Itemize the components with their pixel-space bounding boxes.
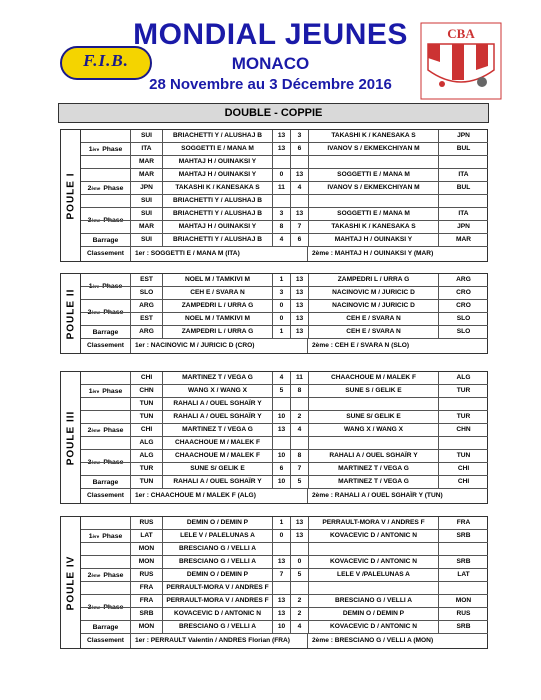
event-dates: 28 Novembre au 3 Décembre 2016 xyxy=(149,76,392,93)
table-row xyxy=(81,517,488,530)
opponent-name: NACINOVIC M / JURICIC D xyxy=(309,300,439,312)
team-name: CHAACHOUE M / MALEK F xyxy=(163,437,273,449)
country-code: LAT xyxy=(131,530,163,542)
table-row xyxy=(81,130,488,143)
opponent-country xyxy=(439,582,488,594)
table-row xyxy=(81,326,488,339)
score: 13 xyxy=(273,556,291,568)
team-name: SOGGETTI E / MANA M xyxy=(163,143,273,155)
score: 13 xyxy=(291,530,309,542)
table-row xyxy=(81,169,488,182)
country-code: SUI xyxy=(131,234,163,246)
country-code: FRA xyxy=(131,595,163,607)
second-place: 2ème : RAHALI A / OUEL SGHAÏR Y (TUN) xyxy=(307,489,487,503)
table-row xyxy=(81,608,488,621)
barrage-label: Barrage xyxy=(81,234,131,247)
poule-name: POULE III xyxy=(65,410,76,465)
poule-label xyxy=(61,517,81,648)
country-code: MON xyxy=(131,621,163,633)
opponent-country: SRB xyxy=(456,532,471,539)
classement-row xyxy=(81,489,488,503)
poule-table xyxy=(60,516,488,649)
table-row xyxy=(81,569,488,582)
country-code: SUI xyxy=(131,208,163,220)
phase-label: 1 ère Phase xyxy=(81,274,131,300)
phase-label: 2 ème Phase xyxy=(81,169,131,208)
opponent-country: JPN xyxy=(457,223,470,230)
opponent-name: CEH E / SVARA N xyxy=(309,313,439,325)
score xyxy=(291,195,309,207)
score xyxy=(291,582,309,594)
country-code: CHN xyxy=(131,385,163,397)
country-code: ALG xyxy=(131,450,163,462)
table-row xyxy=(81,313,488,326)
country-code: MAR xyxy=(131,221,163,233)
team-name: LELE V / PALELUNAS A xyxy=(163,530,273,542)
classement-row xyxy=(81,247,488,261)
phase-label: 2 ème Phase xyxy=(81,300,131,326)
team-name: MARTINEZ T / VEGA G xyxy=(163,424,273,436)
poule-name: POULE IV xyxy=(65,555,76,610)
score: 0 xyxy=(291,556,309,568)
opponent-country: SRB xyxy=(456,623,471,630)
score: 3 xyxy=(273,287,291,299)
opponent-name: SOGGETTI E / MANA M xyxy=(309,208,439,220)
opponent-name: BRESCIANO G / VELLI A xyxy=(309,595,439,607)
opponent-country xyxy=(439,156,488,168)
score: 11 xyxy=(291,372,309,384)
score: 0 xyxy=(273,300,291,312)
first-place: 1er : CHAACHOUE M / MALEK F (ALG) xyxy=(135,492,256,499)
opponent-name: CEH E / SVARA N xyxy=(309,326,439,338)
table-row xyxy=(81,195,488,208)
country-code: MAR xyxy=(131,169,163,181)
barrage-label: Barrage xyxy=(81,326,131,339)
opponent-country: LAT xyxy=(457,571,470,578)
team-name: BRESCIANO G / VELLI A xyxy=(163,543,273,555)
team-name: NOEL M / TAMKIVI M xyxy=(163,274,273,286)
score xyxy=(273,156,291,168)
team-name: DEMIN O / DEMIN P xyxy=(163,517,273,529)
opponent-name: TAKASHI K / KANESAKA S xyxy=(309,130,439,142)
table-row xyxy=(81,385,488,398)
score xyxy=(273,582,291,594)
score xyxy=(273,437,291,449)
score xyxy=(291,398,309,410)
score: 8 xyxy=(291,385,309,397)
team-name: TAKASHI K / KANESAKA S xyxy=(163,182,273,194)
opponent-name: LELE V /PALELUNAS A xyxy=(309,569,439,581)
team-name: PERRAULT-MORA V / ANDRES F xyxy=(163,595,273,607)
score: 6 xyxy=(291,234,309,246)
classement-label: Classement xyxy=(81,634,131,648)
opponent-name xyxy=(309,156,439,168)
country-code: TUN xyxy=(131,398,163,410)
first-place: 1er : SOGGETTI E / MANA M (ITA) xyxy=(135,250,240,257)
score: 2 xyxy=(291,411,309,423)
table-row xyxy=(81,595,488,608)
opponent-name: TAKASHI K / KANESAKA S xyxy=(309,221,439,233)
country-code: ARG xyxy=(131,300,163,312)
phase-label: 1 ère Phase xyxy=(81,517,131,556)
poule-table xyxy=(60,371,488,504)
score: 6 xyxy=(291,143,309,155)
score: 7 xyxy=(291,221,309,233)
opponent-country: CHI xyxy=(457,465,470,472)
opponent-country: TUN xyxy=(456,452,471,459)
country-code: SUI xyxy=(131,195,163,207)
score: 13 xyxy=(291,326,309,338)
opponent-country xyxy=(439,543,488,555)
score: 1 xyxy=(273,326,291,338)
classement-row xyxy=(81,634,488,648)
opponent-name: SOGGETTI E / MANA M xyxy=(309,169,439,181)
country-code: EST xyxy=(131,274,163,286)
table-row xyxy=(81,221,488,234)
team-name: RAHALI A / OUEL SGHAÏR Y xyxy=(163,476,273,488)
opponent-country: ALG xyxy=(456,374,471,381)
score: 7 xyxy=(291,463,309,475)
team-name: BRESCIANO G / VELLI A xyxy=(163,556,273,568)
score: 13 xyxy=(273,143,291,155)
opponent-name: DEMIN O / DEMIN P xyxy=(309,608,439,620)
opponent-country xyxy=(439,398,488,410)
score xyxy=(291,437,309,449)
opponent-name: ZAMPEDRI L / URRA G xyxy=(309,274,439,286)
country-code: MON xyxy=(131,556,163,568)
score: 4 xyxy=(291,182,309,194)
score: 13 xyxy=(273,130,291,142)
country-code: ARG xyxy=(131,326,163,338)
score: 13 xyxy=(291,208,309,220)
country-code: SLO xyxy=(131,287,163,299)
score xyxy=(273,195,291,207)
score: 13 xyxy=(291,517,309,529)
score: 13 xyxy=(273,595,291,607)
opponent-country: TUR xyxy=(456,413,471,420)
table-row xyxy=(81,300,488,313)
score: 4 xyxy=(273,234,291,246)
team-name: NOEL M / TAMKIVI M xyxy=(163,313,273,325)
cba-logo xyxy=(420,22,502,100)
table-row xyxy=(81,476,488,489)
table-row xyxy=(81,582,488,595)
phase-label: 3 ème Phase xyxy=(81,450,131,476)
opponent-name: SUNE S / GELIK E xyxy=(309,385,439,397)
table-row xyxy=(81,372,488,385)
opponent-name: KOVACEVIC D / ANTONIC N xyxy=(309,556,439,568)
score: 13 xyxy=(291,300,309,312)
opponent-country xyxy=(439,195,488,207)
opponent-name: SUNE S/ GELIK E xyxy=(309,411,439,423)
opponent-country: CHI xyxy=(457,478,470,485)
opponent-name xyxy=(309,543,439,555)
classement-label: Classement xyxy=(81,489,131,503)
section-title: DOUBLE - COPPIE xyxy=(58,103,489,123)
opponent-country: MON xyxy=(455,597,472,604)
opponent-name xyxy=(309,195,439,207)
poule-label xyxy=(61,130,81,261)
table-row xyxy=(81,411,488,424)
score: 10 xyxy=(273,450,291,462)
opponent-country: JPN xyxy=(457,132,470,139)
phase-label: 1 ère Phase xyxy=(81,372,131,411)
team-name: DEMIN O / DEMIN P xyxy=(163,569,273,581)
country-code: TUN xyxy=(131,411,163,423)
classement-label: Classement xyxy=(81,247,131,261)
opponent-name xyxy=(309,398,439,410)
score: 2 xyxy=(291,595,309,607)
team-name: MAHTAJ H / OUINAKSI Y xyxy=(163,221,273,233)
score: 6 xyxy=(273,463,291,475)
score: 10 xyxy=(273,476,291,488)
country-code: SRB xyxy=(131,608,163,620)
score: 10 xyxy=(273,411,291,423)
score xyxy=(273,398,291,410)
poule-label xyxy=(61,372,81,503)
table-row xyxy=(81,450,488,463)
team-name: ZAMPEDRI L / URRA G xyxy=(163,300,273,312)
opponent-name: IVANOV S / EKMEKCHIYAN M xyxy=(309,182,439,194)
table-row xyxy=(81,621,488,634)
country-code: JPN xyxy=(131,182,163,194)
score xyxy=(291,543,309,555)
opponent-country: ITA xyxy=(458,210,469,217)
page-subtitle: MONACO xyxy=(231,54,310,73)
opponent-country: RUS xyxy=(456,610,471,617)
team-name: MARTINEZ T / VEGA G xyxy=(163,372,273,384)
second-place: 2ème : BRESCIANO G / VELLI A (MON) xyxy=(307,634,487,648)
opponent-country xyxy=(439,437,488,449)
opponent-country: CHN xyxy=(456,426,471,433)
score: 5 xyxy=(291,569,309,581)
country-code: TUR xyxy=(131,463,163,475)
table-row xyxy=(81,437,488,450)
fib-logo-text: F.I.B. xyxy=(83,51,129,70)
opponent-name: IVANOV S / EKMEKCHIYAN M xyxy=(309,143,439,155)
score: 1 xyxy=(273,517,291,529)
table-row xyxy=(81,234,488,247)
cba-logo-text: CBA xyxy=(447,26,475,41)
phase-label: 1 ère Phase xyxy=(81,130,131,169)
phase-label: 3 ème Phase xyxy=(81,595,131,621)
first-place: 1er : NACINOVIC M / JURICIC D (CRO) xyxy=(135,342,255,349)
team-name: BRESCIANO G / VELLI A xyxy=(163,621,273,633)
team-name: MAHTAJ H / OUINAKSI Y xyxy=(163,156,273,168)
table-row xyxy=(81,156,488,169)
classement-label: Classement xyxy=(81,339,131,353)
team-name: BRIACHETTI Y / ALUSHAJ B xyxy=(163,234,273,246)
table-row xyxy=(81,556,488,569)
table-row xyxy=(81,543,488,556)
opponent-name: MAHTAJ H / OUINAKSI Y xyxy=(309,234,439,246)
page-title: MONDIAL JEUNES xyxy=(133,18,408,51)
country-code: SUI xyxy=(131,130,163,142)
country-code: RUS xyxy=(131,569,163,581)
table-row xyxy=(81,530,488,543)
score: 11 xyxy=(273,182,291,194)
opponent-country: SRB xyxy=(456,558,471,565)
team-name: BRIACHETTI Y / ALUSHAJ B xyxy=(163,195,273,207)
table-row xyxy=(81,182,488,195)
opponent-country: SLO xyxy=(456,315,471,322)
score: 0 xyxy=(273,313,291,325)
opponent-country: TUR xyxy=(456,387,471,394)
second-place: 2ème : CEH E / SVARA N (SLO) xyxy=(307,339,487,353)
score: 7 xyxy=(273,569,291,581)
score: 4 xyxy=(291,424,309,436)
opponent-name xyxy=(309,582,439,594)
team-name: MAHTAJ H / OUINAKSI Y xyxy=(163,169,273,181)
first-place: 1er : PERRAULT Valentin / ANDRES Florian (FRA) xyxy=(135,637,290,644)
team-name: RAHALI A / OUEL SGHAÏR Y xyxy=(163,398,273,410)
opponent-name: PERRAULT-MORA V / ANDRES F xyxy=(309,517,439,529)
score: 13 xyxy=(291,313,309,325)
score: 8 xyxy=(291,450,309,462)
team-name: RAHALI A / OUEL SGHAÏR Y xyxy=(163,411,273,423)
table-row xyxy=(81,287,488,300)
country-code: ITA xyxy=(131,143,163,155)
country-code: MON xyxy=(131,543,163,555)
poule-label xyxy=(61,274,81,353)
opponent-name: NACINOVIC M / JURICIC D xyxy=(309,287,439,299)
team-name: CHAACHOUE M / MALEK F xyxy=(163,450,273,462)
country-code: CHI xyxy=(131,424,163,436)
score xyxy=(291,156,309,168)
table-row xyxy=(81,424,488,437)
score: 13 xyxy=(291,169,309,181)
second-place: 2ème : MAHTAJ H / OUINAKSI Y (MAR) xyxy=(307,247,487,261)
score: 13 xyxy=(291,287,309,299)
score: 0 xyxy=(273,169,291,181)
score xyxy=(273,543,291,555)
score: 13 xyxy=(291,274,309,286)
score: 2 xyxy=(291,608,309,620)
opponent-country: ITA xyxy=(458,171,469,178)
table-row xyxy=(81,143,488,156)
team-name: BRIACHETTI Y / ALUSHAJ B xyxy=(163,130,273,142)
country-code: EST xyxy=(131,313,163,325)
opponent-country: CRO xyxy=(456,289,471,296)
phase-label: 3 ème Phase xyxy=(81,208,131,234)
table-row xyxy=(81,398,488,411)
poule-name: POULE I xyxy=(65,171,76,220)
opponent-name: MARTINEZ T / VEGA G xyxy=(309,476,439,488)
table-row xyxy=(81,274,488,287)
score: 13 xyxy=(273,424,291,436)
opponent-country: FRA xyxy=(456,519,471,526)
phase-label: 2 ème Phase xyxy=(81,411,131,450)
team-name: WANG X / WANG X xyxy=(163,385,273,397)
classement-row xyxy=(81,339,488,353)
opponent-name: KOVACEVIC D / ANTONIC N xyxy=(309,530,439,542)
country-code: TUN xyxy=(131,476,163,488)
country-code: RUS xyxy=(131,517,163,529)
poule-table xyxy=(60,129,488,262)
opponent-country: SLO xyxy=(456,328,471,335)
score: 4 xyxy=(291,621,309,633)
opponent-country: MAR xyxy=(455,236,472,243)
score: 10 xyxy=(273,621,291,633)
team-name: KOVACEVIC D / ANTONIC N xyxy=(163,608,273,620)
score: 4 xyxy=(273,372,291,384)
opponent-country: BUL xyxy=(456,184,471,191)
table-row xyxy=(81,208,488,221)
score: 8 xyxy=(273,221,291,233)
poule-name: POULE II xyxy=(65,288,76,339)
score: 0 xyxy=(273,530,291,542)
opponent-name xyxy=(309,437,439,449)
opponent-name: RAHALI A / OUEL SGHAÏR Y xyxy=(309,450,439,462)
country-code: CHI xyxy=(131,372,163,384)
team-name: ZAMPEDRI L / URRA G xyxy=(163,326,273,338)
team-name: SUNE S/ GELIK E xyxy=(163,463,273,475)
opponent-name: WANG X / WANG X xyxy=(309,424,439,436)
poule-table xyxy=(60,273,488,354)
opponent-name: MARTINEZ T / VEGA G xyxy=(309,463,439,475)
opponent-country: CRO xyxy=(456,302,471,309)
score: 5 xyxy=(291,476,309,488)
score: 13 xyxy=(273,608,291,620)
table-row xyxy=(81,463,488,476)
score: 1 xyxy=(273,274,291,286)
opponent-name: KOVACEVIC D / ANTONIC N xyxy=(309,621,439,633)
score: 3 xyxy=(273,208,291,220)
page-header xyxy=(0,10,541,98)
team-name: PERRAULT-MORA V / ANDRES F xyxy=(163,582,273,594)
country-code: ALG xyxy=(131,437,163,449)
score: 5 xyxy=(273,385,291,397)
country-code: MAR xyxy=(131,156,163,168)
opponent-country: BUL xyxy=(456,145,471,152)
country-code: FRA xyxy=(131,582,163,594)
opponent-name: CHAACHOUE M / MALEK F xyxy=(309,372,439,384)
barrage-label: Barrage xyxy=(81,476,131,489)
score: 3 xyxy=(291,130,309,142)
barrage-label: Barrage xyxy=(81,621,131,634)
opponent-country: ARG xyxy=(456,276,471,283)
phase-label: 2 ème Phase xyxy=(81,556,131,595)
team-name: CEH E / SVARA N xyxy=(163,287,273,299)
team-name: BRIACHETTI Y / ALUSHAJ B xyxy=(163,208,273,220)
